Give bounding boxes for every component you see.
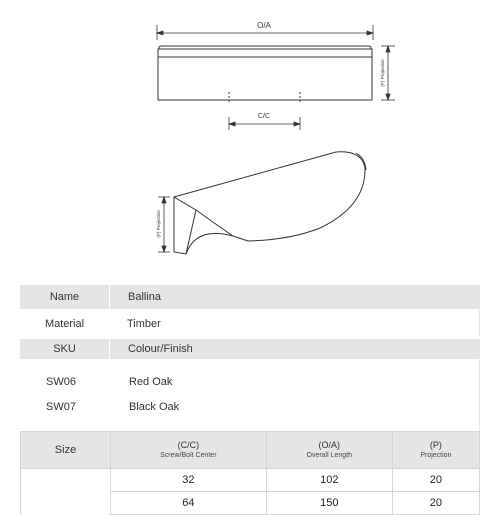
projection-label-front: (P) Projection (380, 59, 385, 87)
sku-code: SW06 (46, 375, 76, 388)
overall-length-label: O/A (257, 21, 271, 30)
column-desc: Screw/Bolt Center (160, 452, 217, 459)
size-table-header (21, 432, 480, 469)
material-label: Material (44, 317, 85, 330)
column-header-cc (111, 432, 267, 469)
material-value: Timber (127, 317, 161, 330)
column-abbr: (C/C) (177, 440, 200, 450)
cell-p: 20 (392, 492, 479, 515)
sku-header-row (20, 339, 480, 359)
name-label: Name (49, 291, 80, 303)
cell-oa: 102 (266, 469, 392, 492)
cell-cc: 32 (111, 469, 267, 492)
name-row (20, 285, 480, 309)
sku-code: SW07 (46, 400, 76, 413)
table-row (21, 469, 480, 492)
cell-oa: 150 (266, 492, 392, 515)
list-item (21, 369, 479, 394)
material-row (20, 310, 480, 337)
spec-sheet (20, 284, 480, 444)
column-header-p (392, 432, 479, 469)
sku-colour: Black Oak (129, 400, 180, 413)
table-row (21, 492, 480, 515)
size-label: Size (21, 432, 111, 469)
cell-cc: 64 (111, 492, 267, 515)
list-item (21, 394, 479, 419)
sku-colour: Red Oak (129, 375, 173, 388)
size-blank-cell (21, 469, 111, 492)
sku-label: SKU (53, 343, 76, 355)
size-table (20, 431, 480, 515)
column-desc: Overall Length (306, 452, 353, 459)
name-value: Ballina (109, 285, 480, 309)
centers-label: C/C (257, 113, 271, 120)
projection-label-side: (P) Projection (156, 210, 161, 238)
colour-finish-label: Colour/Finish (109, 339, 480, 359)
handle-side-view (174, 152, 366, 254)
handle-front-view (158, 46, 372, 102)
column-abbr: (O/A) (318, 440, 341, 450)
cell-p: 20 (392, 469, 479, 492)
size-blank-cell (21, 492, 111, 515)
column-abbr: (P) (429, 440, 442, 450)
column-desc: Projection (420, 452, 452, 459)
column-header-oa (266, 432, 392, 469)
